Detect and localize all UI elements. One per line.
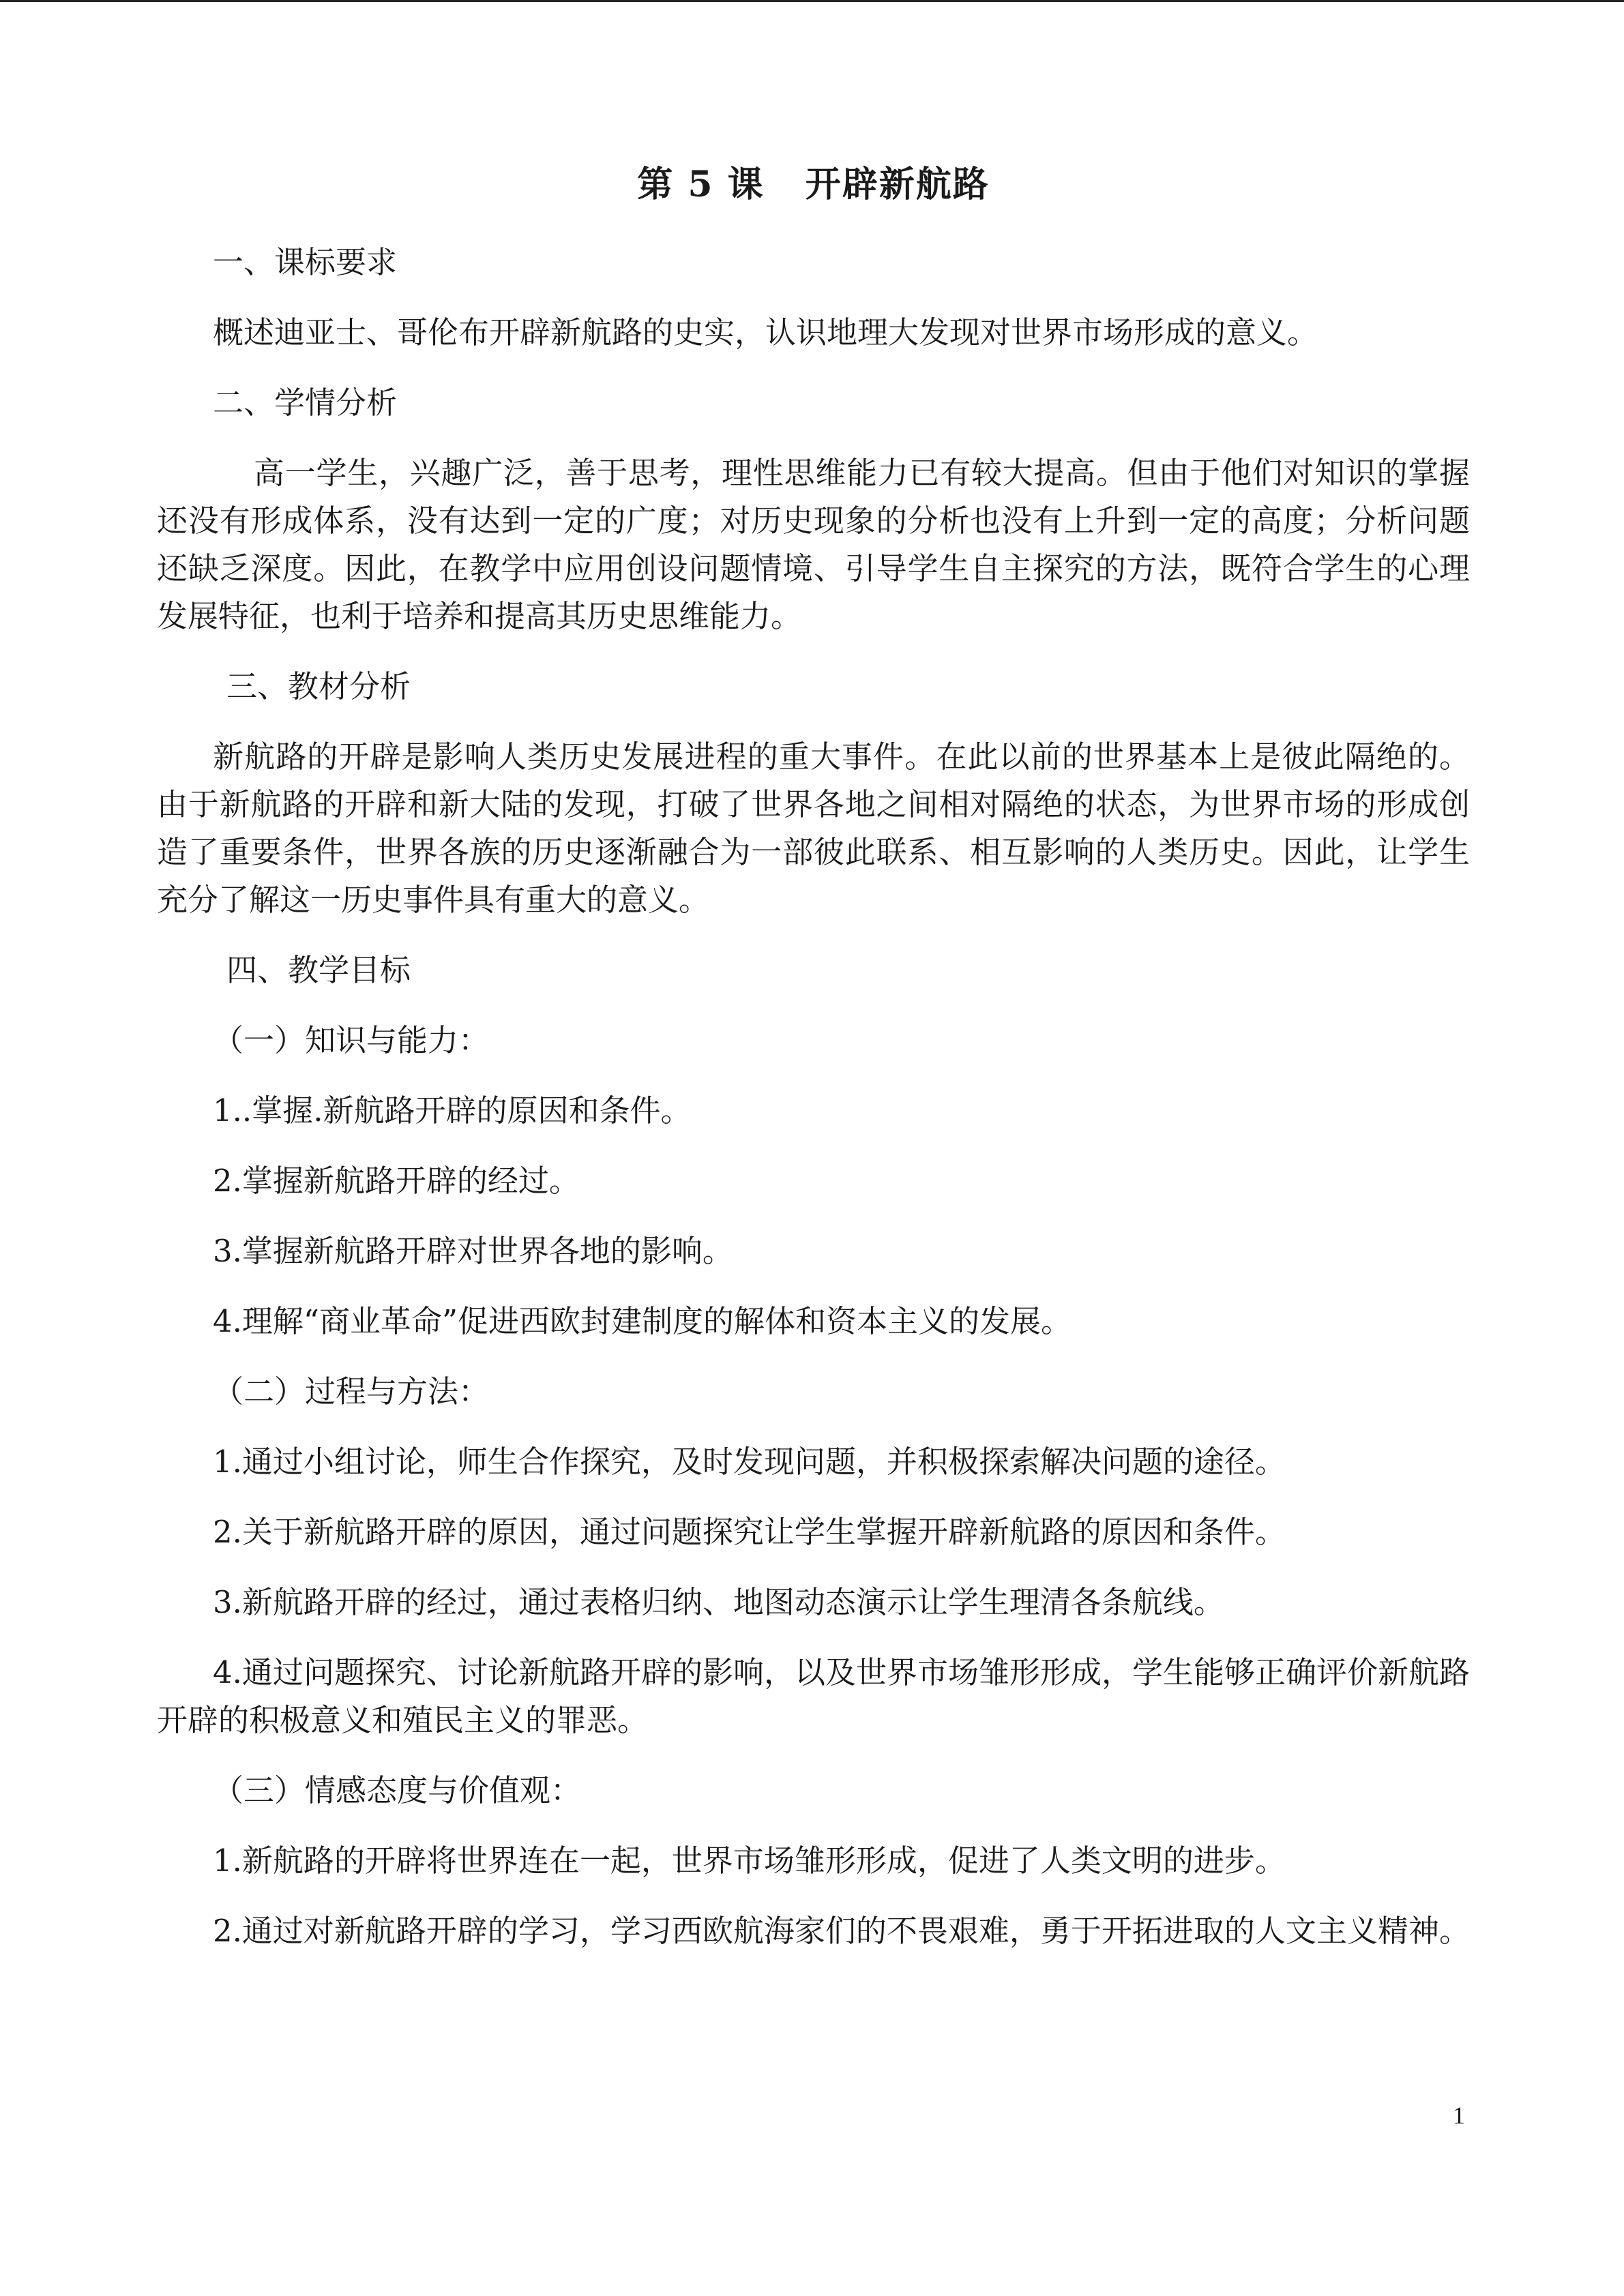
goal-item: 1.新航路的开辟将世界连在一起，世界市场雏形形成，促进了人类文明的进步。 (213, 1843, 1286, 1879)
section-heading-standards: 一、课标要求 (213, 244, 398, 280)
document-page (157, 164, 1470, 1978)
section-heading-learner-analysis: 二、学情分析 (213, 385, 398, 421)
lesson-name: 开辟新航路 (805, 164, 990, 205)
subheading-emotion-values: （三）情感态度与价值观： (213, 1772, 582, 1808)
lesson-number: 第 5 课 (637, 164, 765, 205)
page-number: 1 (1453, 2102, 1465, 2129)
paragraph-learner-analysis: 高一学生，兴趣广泛，善于思考，理性思维能力已有较大提高。但由于他们对知识的掌握还没有形成体系，没有达到一定的广度；对历史现象的分析也没有上升到一定的高度；分析问题还缺乏深度。因此，在教学中应用创设问题情境、引导学生自主探究的方法，既符合学生的心理发展特征，也利于培养和提高其历史思维能力。 (157, 455, 1470, 634)
lesson-title (157, 164, 1470, 206)
goal-item: 3.掌握新航路开辟对世界各地的影响。 (213, 1233, 733, 1269)
goal-item: 3.新航路开辟的经过，通过表格归纳、地图动态演示让学生理清各条航线。 (213, 1584, 1224, 1620)
goal-item: 4.通过问题探究、讨论新航路开辟的影响，以及世界市场雏形形成，学生能够正确评价新航路开辟的积极意义和殖民主义的罪恶。 (157, 1654, 1470, 1738)
subheading-knowledge-ability: （一）知识与能力： (213, 1022, 490, 1058)
goal-item: 2.掌握新航路开辟的经过。 (213, 1163, 580, 1199)
section-heading-textbook-analysis: 三、教材分析 (226, 668, 411, 704)
top-border-line (0, 0, 1624, 2)
goal-item: 1.通过小组讨论，师生合作探究，及时发现问题，并积极探索解决问题的途径。 (213, 1444, 1286, 1480)
section-heading-teaching-goals: 四、教学目标 (226, 952, 411, 988)
paragraph-standards: 概述迪亚士、哥伦布开辟新航路的史实，认识地理大发现对世界市场形成的意义。 (213, 314, 1318, 351)
goal-item: 4.理解“商业革命”促进西欧封建制度的解体和资本主义的发展。 (213, 1303, 1072, 1339)
subheading-process-method: （二）过程与方法： (213, 1373, 490, 1410)
goal-item: 1..掌握.新航路开辟的原因和条件。 (213, 1092, 692, 1129)
paragraph-textbook-analysis: 新航路的开辟是影响人类历史发展进程的重大事件。在此以前的世界基本上是彼此隔绝的。由于新航路的开辟和新大陆的发现，打破了世界各地之间相对隔绝的状态，为世界市场的形成创造了重要条件，世界各族的历史逐渐融合为一部彼此联系、相互影响的人类历史。因此，让学生充分了解这一历史事件具有重大的意义。 (157, 739, 1470, 918)
goal-item: 2.关于新航路开辟的原因，通过问题探究让学生掌握开辟新航路的原因和条件。 (213, 1514, 1286, 1550)
goal-item: 2.通过对新航路开辟的学习，学习西欧航海家们的不畏艰难，勇于开拓进取的人文主义精神。 (213, 1913, 1470, 1949)
